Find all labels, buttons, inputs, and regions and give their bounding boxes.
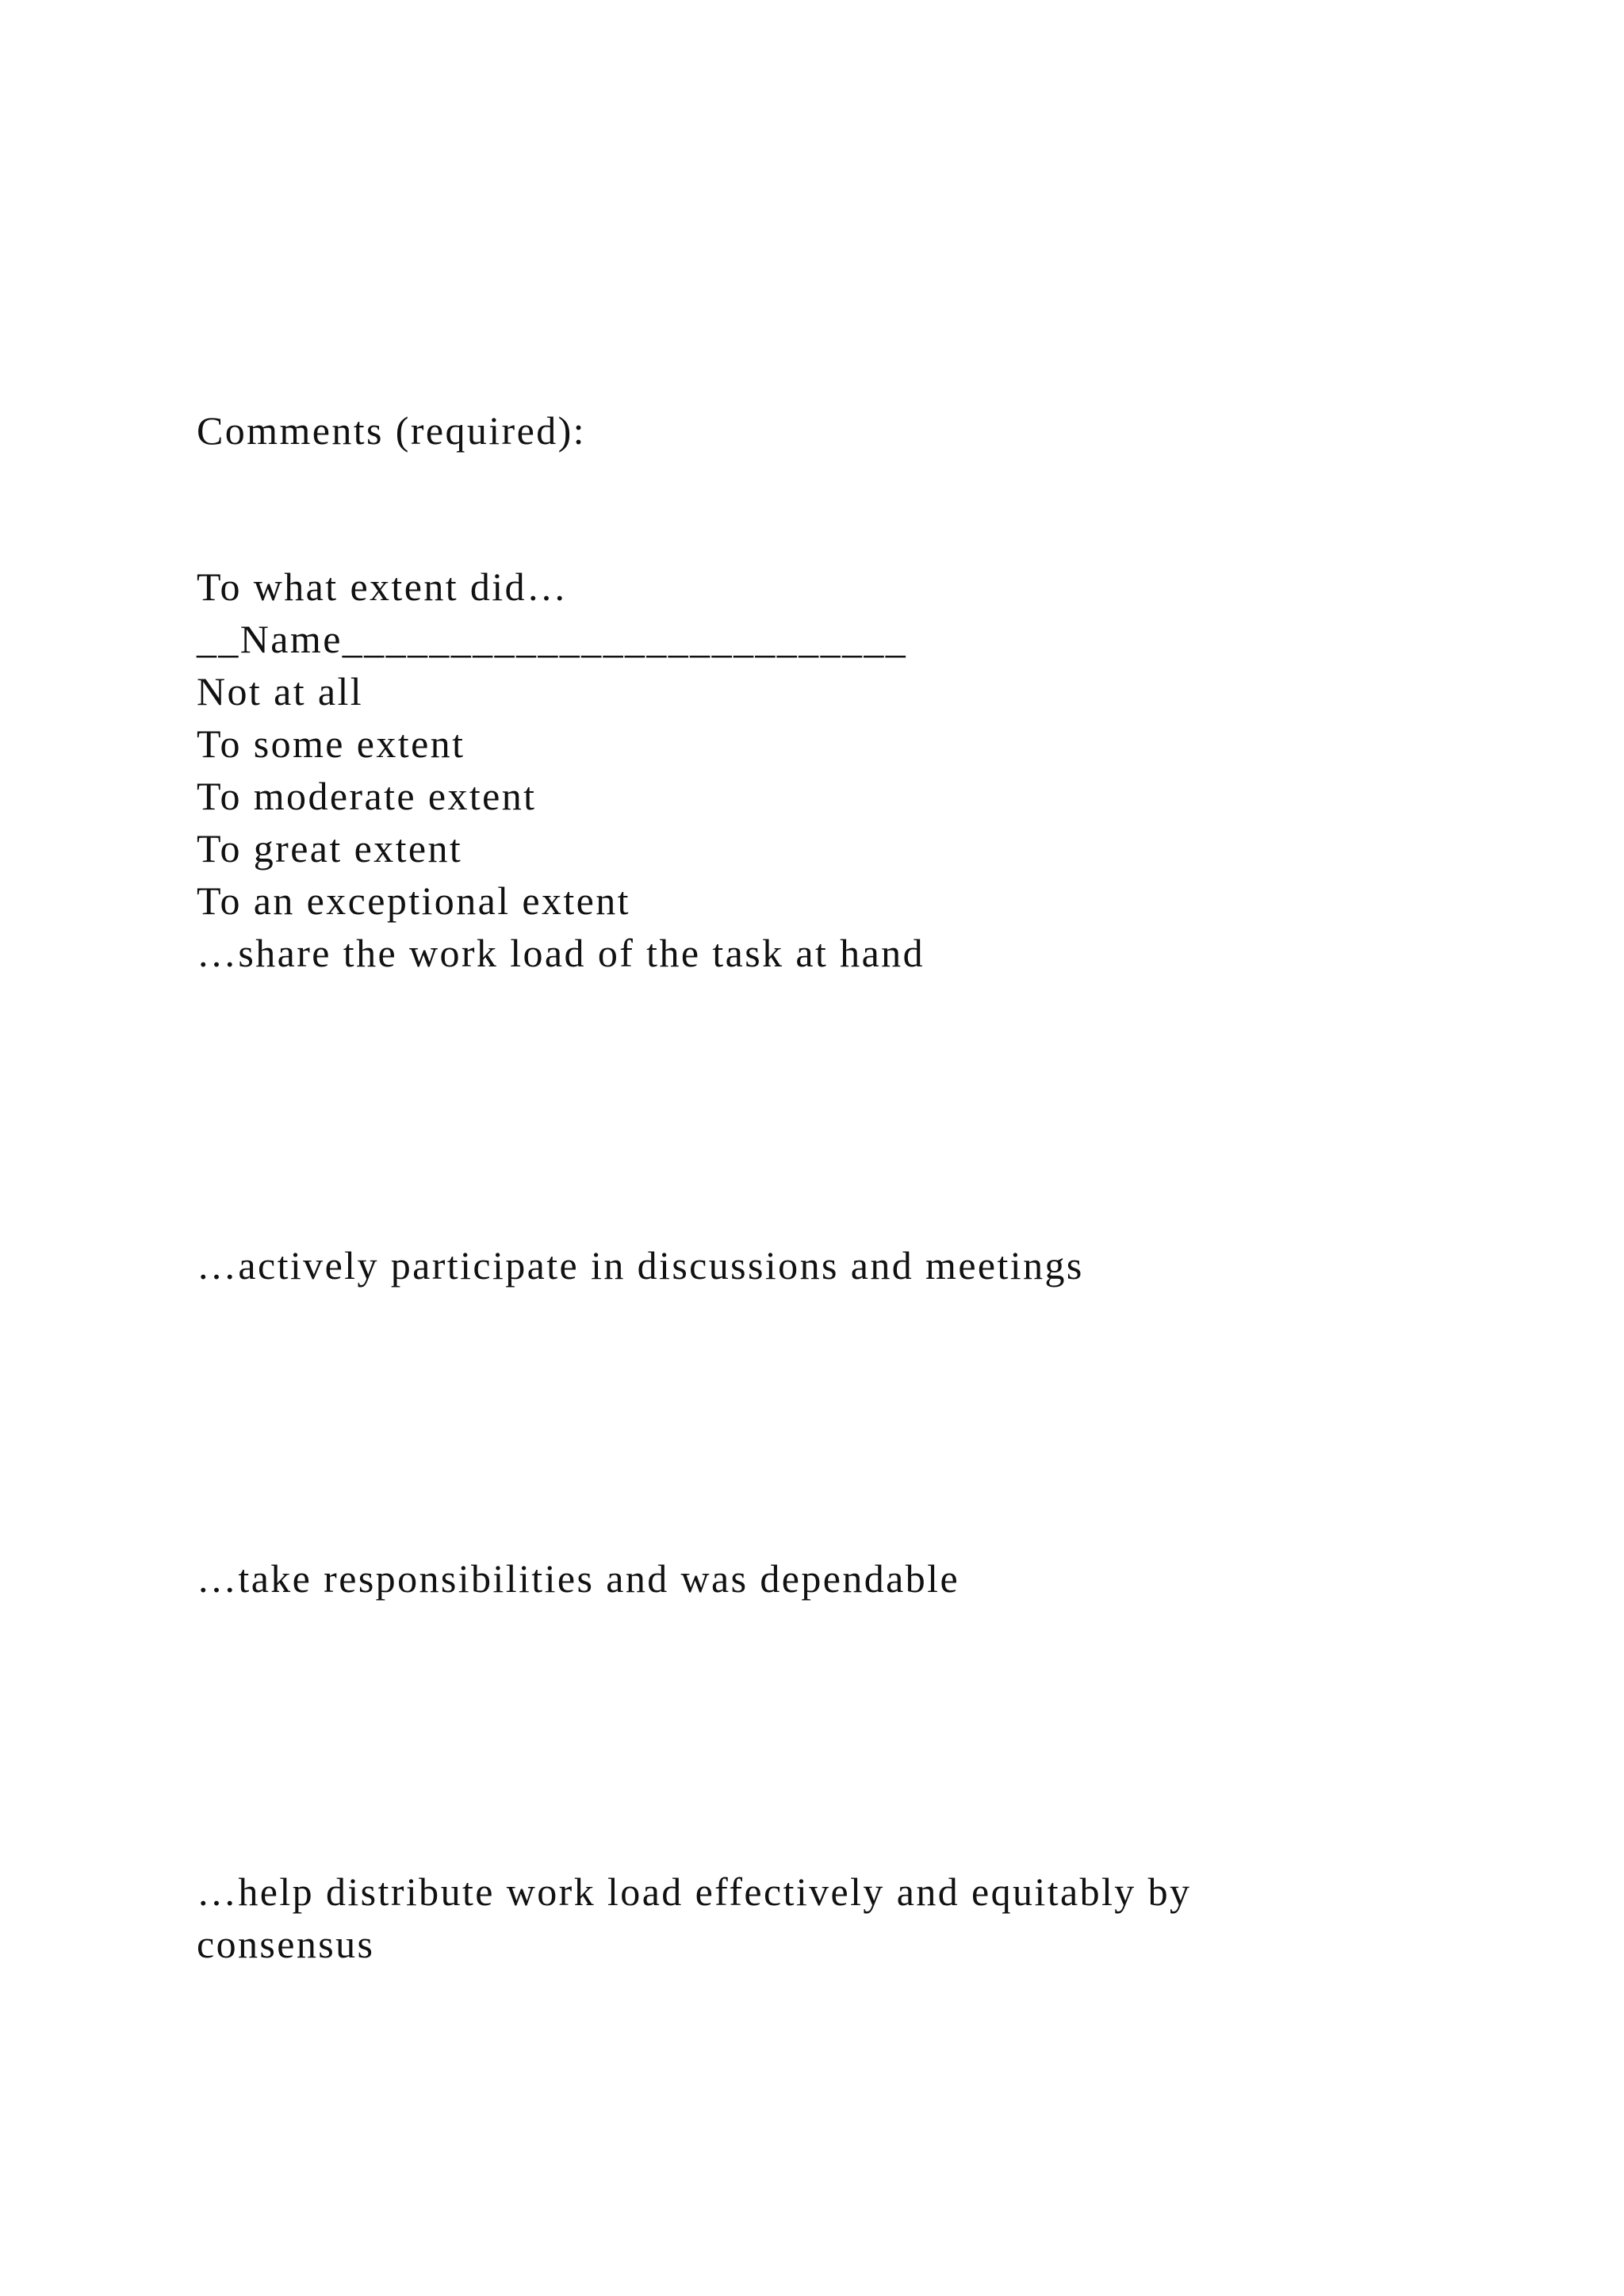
scale-option-exceptional-extent: To an exceptional extent [197, 878, 630, 923]
comments-label: Comments (required): [197, 408, 586, 453]
scale-option-moderate-extent: To moderate extent [197, 774, 537, 818]
scale-option-not-at-all: Not at all [197, 669, 364, 714]
item-distribute-workload: …help distribute work load effectively and equitably by [197, 1869, 1192, 1914]
item-distribute-workload-continued: consensus [197, 1922, 375, 1966]
item-responsibilities: …take responsibilities and was dependable [197, 1556, 960, 1601]
question-intro: To what extent did… [197, 564, 569, 609]
name-field-line: __Name__________________________ [197, 617, 908, 661]
scale-option-great-extent: To great extent [197, 826, 463, 871]
item-participate: …actively participate in discussions and meetings [197, 1243, 1084, 1288]
scale-option-some-extent: To some extent [197, 721, 465, 766]
item-share-workload: …share the work load of the task at hand [197, 931, 925, 975]
